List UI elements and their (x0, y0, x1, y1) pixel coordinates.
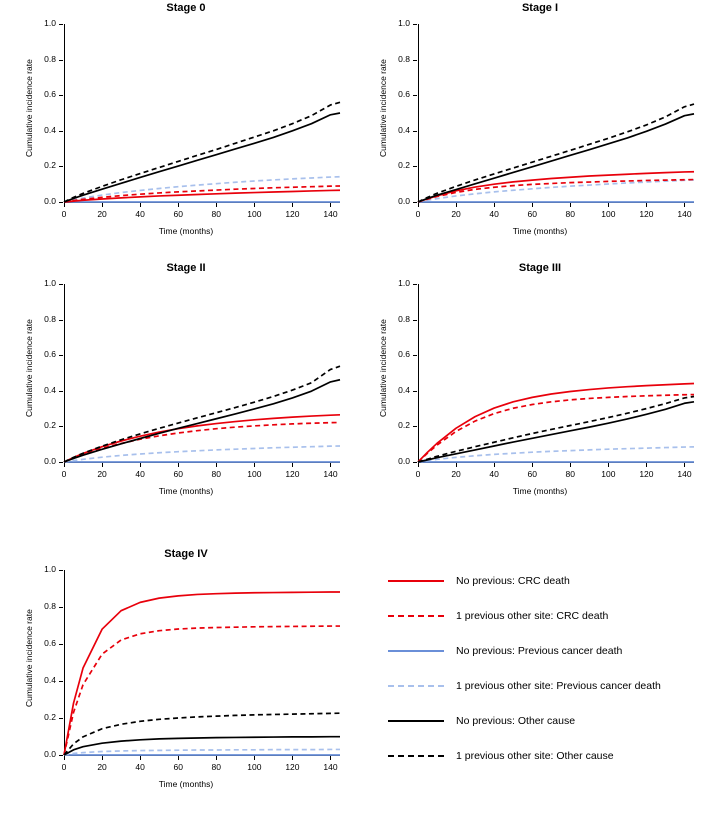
chart-panel-1 (18, 2, 354, 250)
x-tick-label: 40 (489, 469, 499, 479)
curve-layer (372, 2, 708, 250)
x-tick-label: 80 (211, 469, 221, 479)
x-tick-label: 20 (97, 762, 107, 772)
chart-panel-2 (372, 2, 708, 250)
y-tick-label: 0.2 (44, 712, 56, 722)
x-axis-title: Time (months) (158, 779, 214, 789)
y-tick-label: 1.0 (398, 18, 410, 28)
series-curve (418, 447, 694, 462)
x-tick-label: 80 (565, 469, 575, 479)
legend-item-6 (388, 750, 614, 762)
panel-title: Stage III (518, 262, 562, 274)
x-tick-label: 20 (97, 469, 107, 479)
x-tick-label: 60 (527, 469, 537, 479)
x-tick-label: 0 (61, 762, 67, 772)
x-tick-label: 20 (97, 209, 107, 219)
x-tick-label: 60 (173, 762, 183, 772)
x-tick-label: 120 (285, 209, 300, 219)
legend-label-1: No previous: CRC death (456, 575, 570, 587)
x-tick-label: 100 (247, 762, 262, 772)
x-axis-title: Time (months) (158, 486, 214, 496)
curve-layer (372, 262, 708, 510)
chart-legend (388, 575, 708, 795)
y-tick-label: 0.8 (44, 53, 56, 64)
series-curve (64, 737, 340, 755)
series-curve (64, 380, 340, 462)
x-tick-label: 120 (639, 209, 654, 219)
legend-swatch-3 (388, 650, 444, 652)
x-tick-label: 60 (173, 209, 183, 219)
x-tick-label: 20 (451, 469, 461, 479)
y-tick-label: 0.0 (398, 196, 410, 206)
y-tick-label: 1.0 (44, 18, 56, 28)
x-tick-label: 0 (61, 469, 67, 479)
panel-title: Stage I (521, 2, 559, 14)
chart-panel-4 (372, 262, 708, 510)
y-axis-title: Cumulative incidence rate (24, 59, 34, 157)
y-axis-title: Cumulative incidence rate (378, 319, 388, 417)
x-tick-label: 120 (285, 762, 300, 772)
x-tick-label: 80 (565, 209, 575, 219)
legend-label-3: No previous: Previous cancer death (456, 645, 623, 657)
legend-swatch-2 (388, 615, 444, 617)
y-tick-label: 1.0 (44, 564, 56, 574)
x-tick-label: 40 (135, 762, 145, 772)
y-tick-label: 0.2 (44, 160, 56, 171)
y-axis-title: Cumulative incidence rate (24, 319, 34, 417)
y-tick-label: 0.4 (398, 124, 410, 135)
x-tick-label: 140 (323, 762, 338, 772)
legend-item-3 (388, 645, 622, 657)
series-curve (64, 713, 340, 755)
x-axis-title: Time (months) (512, 486, 568, 496)
panel-title: Stage II (166, 262, 206, 274)
x-tick-label: 140 (323, 469, 338, 479)
y-tick-label: 0.2 (44, 420, 56, 431)
x-tick-label: 0 (61, 209, 67, 219)
y-tick-label: 0.6 (44, 89, 56, 100)
x-tick-label: 120 (285, 469, 300, 479)
x-tick-label: 80 (211, 762, 221, 772)
legend-item-1 (388, 575, 570, 587)
series-curve (64, 592, 340, 755)
chart-panel-5 (18, 548, 354, 803)
x-tick-label: 40 (135, 469, 145, 479)
curve-layer (18, 2, 354, 250)
legend-label-6: 1 previous other site: Other cause (456, 750, 614, 762)
series-curve (64, 626, 340, 755)
legend-label-5: No previous: Other cause (456, 715, 576, 727)
x-tick-label: 20 (451, 209, 461, 219)
x-tick-label: 140 (677, 469, 692, 479)
x-tick-label: 140 (677, 209, 692, 219)
y-axis-title: Cumulative incidence rate (24, 608, 34, 707)
y-tick-label: 0.0 (44, 196, 56, 206)
y-tick-label: 0.8 (398, 53, 410, 64)
x-tick-label: 40 (489, 209, 499, 219)
y-tick-label: 0.4 (398, 384, 410, 395)
legend-swatch-5 (388, 720, 444, 722)
legend-swatch-6 (388, 755, 444, 757)
series-curve (418, 114, 694, 202)
legend-label-2: 1 previous other site: CRC death (456, 610, 609, 622)
x-tick-label: 40 (135, 209, 145, 219)
x-axis-title: Time (months) (158, 226, 214, 236)
panel-title: Stage 0 (166, 2, 206, 14)
x-tick-label: 60 (173, 469, 183, 479)
series-curve (418, 402, 694, 462)
y-tick-label: 1.0 (44, 278, 56, 288)
x-tick-label: 60 (527, 209, 537, 219)
series-curve (64, 190, 340, 202)
series-curve (64, 102, 340, 202)
legend-item-5 (388, 715, 575, 727)
y-tick-label: 0.8 (398, 313, 410, 324)
chart-panel-3 (18, 262, 354, 510)
y-tick-label: 0.4 (44, 384, 56, 395)
x-tick-label: 100 (601, 209, 616, 219)
x-tick-label: 120 (639, 469, 654, 479)
y-tick-label: 0.8 (44, 601, 56, 611)
y-tick-label: 0.8 (44, 313, 56, 324)
x-tick-label: 0 (415, 209, 421, 219)
y-axis-title: Cumulative incidence rate (378, 59, 388, 157)
y-tick-label: 0.4 (44, 124, 56, 135)
y-tick-label: 0.0 (398, 456, 410, 466)
y-tick-label: 1.0 (398, 278, 410, 288)
x-tick-label: 100 (247, 209, 262, 219)
y-tick-label: 0.6 (44, 638, 56, 648)
y-tick-label: 0.6 (44, 349, 56, 360)
x-tick-label: 100 (247, 469, 262, 479)
y-tick-label: 0.6 (398, 89, 410, 100)
legend-swatch-4 (388, 685, 444, 687)
x-axis-title: Time (months) (512, 226, 568, 236)
panel-title: Stage IV (164, 548, 208, 560)
x-tick-label: 0 (415, 469, 421, 479)
series-curve (64, 422, 340, 462)
legend-item-4 (388, 680, 661, 692)
series-curve (64, 113, 340, 202)
y-tick-label: 0.2 (398, 420, 410, 431)
legend-swatch-1 (388, 580, 444, 582)
y-tick-label: 0.6 (398, 349, 410, 360)
curve-layer (18, 262, 354, 510)
legend-label-4: 1 previous other site: Previous cancer death (456, 680, 661, 692)
curve-layer (18, 548, 354, 803)
y-tick-label: 0.0 (44, 456, 56, 466)
x-tick-label: 80 (211, 209, 221, 219)
x-tick-label: 140 (323, 209, 338, 219)
y-tick-label: 0.2 (398, 160, 410, 171)
x-tick-label: 100 (601, 469, 616, 479)
legend-item-2 (388, 610, 608, 622)
y-tick-label: 0.4 (44, 675, 56, 685)
y-tick-label: 0.0 (44, 749, 56, 759)
